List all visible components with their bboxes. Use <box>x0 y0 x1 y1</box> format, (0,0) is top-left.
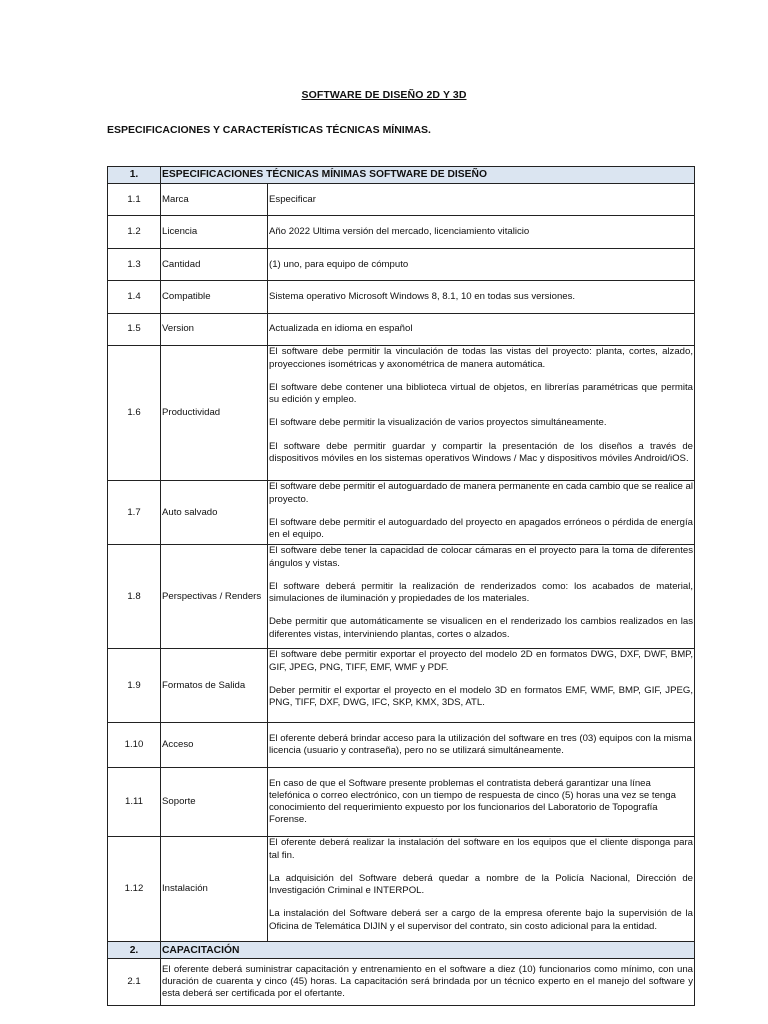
description-paragraph: En caso de que el Software presente problemas el contratista deberá garantizar una línea telefónica o correo electrónico, con un tiempo de respuesta de cinco (5) horas una vez se tenga conocimiento del requerimiento expuesto por los funcionarios del Laboratorio de Topografía Forense. <box>269 777 676 826</box>
document-subtitle: ESPECIFICACIONES Y CARACTERÍSTICAS TÉCNICAS MÍNIMAS. <box>107 124 431 136</box>
row-item: Perspectivas / Renders <box>161 545 268 649</box>
table-row <box>108 545 695 649</box>
table-row <box>108 184 695 216</box>
row-item: Formatos de Salida <box>161 649 268 723</box>
row-number: 1.8 <box>108 545 161 649</box>
section-header-row <box>108 167 695 184</box>
table-row <box>108 346 695 481</box>
row-number: 1.5 <box>108 313 161 345</box>
description-paragraph: El software debe permitir la vinculación de todas las vistas del proyecto: planta, cortes, alzado, proyecciones isométricas y axonométrica de manera automática. <box>269 346 694 370</box>
row-item: Acceso <box>161 723 268 768</box>
description-paragraph: Año 2022 Ultima versión del mercado, licenciamiento vitalicio <box>269 226 530 238</box>
table-row <box>108 837 695 942</box>
description-paragraph: El oferente deberá realizar la instalación del software en los equipos que el cliente disponga para tal fin. <box>269 837 694 861</box>
description-paragraph: (1) uno, para equipo de cómputo <box>269 258 409 270</box>
section-number: 1. <box>108 167 161 184</box>
row-description <box>268 216 695 248</box>
description-paragraph: Especificar <box>269 193 316 205</box>
row-number: 1.3 <box>108 248 161 280</box>
table-row <box>108 216 695 248</box>
table-row <box>108 723 695 768</box>
row-item: Version <box>161 313 268 345</box>
row-item: Licencia <box>161 216 268 248</box>
description-paragraph: El software debe permitir el autoguardado de manera permanente en cada cambio que se realice al proyecto. <box>269 481 694 505</box>
row-item: Soporte <box>161 767 268 836</box>
row-number: 2.1 <box>108 959 161 1006</box>
document-title: SOFTWARE DE DISEÑO 2D Y 3D <box>301 89 467 101</box>
description-paragraph: La instalación del Software deberá ser a cargo de la empresa oferente bajo la supervisión de la Oficina de Telemática DIJIN y el supervisor del contrato, sin costo adicional para la entidad. <box>269 908 694 932</box>
row-description <box>268 281 695 313</box>
row-item: Productividad <box>161 346 268 481</box>
table-row <box>108 959 695 1006</box>
row-item: Compatible <box>161 281 268 313</box>
row-number: 1.9 <box>108 649 161 723</box>
row-item: Auto salvado <box>161 481 268 545</box>
row-description <box>268 837 695 942</box>
description-paragraph: El software debe permitir el autoguardado del proyecto en apagados erróneos o pérdida de energía en el equipo. <box>269 516 694 541</box>
row-description <box>268 313 695 345</box>
row-description <box>268 545 695 649</box>
row-number: 1.7 <box>108 481 161 545</box>
row-item: Instalación <box>161 837 268 942</box>
section-header-row <box>108 942 695 959</box>
table-row <box>108 281 695 313</box>
description-paragraph: La adquisición del Software deberá quedar a nombre de la Policía Nacional, Dirección de Investigación Criminal e INTERPOL. <box>269 872 694 897</box>
row-item: Cantidad <box>161 248 268 280</box>
table-row <box>108 248 695 280</box>
section-title: CAPACITACIÓN <box>161 942 695 959</box>
table-row <box>108 481 695 545</box>
description-paragraph: El software deberá permitir la realización de renderizados como: los acabados de material, simulaciones de iluminación y propiedades de los materiales. <box>269 580 694 605</box>
description-paragraph: Deber permitir el exportar el proyecto en el modelo 3D en formatos EMF, WMF, BMP, GIF, JPEG, PNG, TIFF, DXF, DWG, IFC, SKP, KMX, 3DS, ATL. <box>269 684 694 709</box>
description-paragraph: El software debe contener una biblioteca virtual de objetos, en librerías paramétricas que permita su edición y empleo. <box>269 381 694 406</box>
table-row <box>108 313 695 345</box>
row-number: 1.11 <box>108 767 161 836</box>
description-paragraph: Debe permitir que automáticamente se visualicen en el renderizado los cambios realizados en las diferentes vistas, interviniendo plantas, cortes o alzados. <box>269 616 694 640</box>
section-number: 2. <box>108 942 161 959</box>
description-paragraph: El software debe permitir la visualización de varios proyectos simultáneamente. <box>269 417 607 429</box>
table-row <box>108 649 695 723</box>
description-paragraph: El software debe permitir exportar el proyecto del modelo 2D en formatos DWG, DXF, DWF, BMP, GIF, JPEG, PNG, TIFF, EMF, WMF y PDF. <box>269 649 694 673</box>
row-number: 1.10 <box>108 723 161 768</box>
row-description <box>268 481 695 545</box>
row-description: El oferente deberá suministrar capacitación y entrenamiento en el software a diez (10) funcionarios como mínimo, con una duración de cuarenta y cinco (45) horas. La capacitación será brindada por un técnico experto en el manejo del software y esta deberá ser certificada por el ofertante. <box>161 959 695 1006</box>
row-number: 1.12 <box>108 837 161 942</box>
section-title: ESPECIFICACIONES TÉCNICAS MÍNIMAS SOFTWARE DE DISEÑO <box>161 167 695 184</box>
specifications-table <box>107 166 695 1006</box>
row-description <box>268 248 695 280</box>
row-number: 1.1 <box>108 184 161 216</box>
row-item: Marca <box>161 184 268 216</box>
description-paragraph: Sistema operativo Microsoft Windows 8, 8.1, 10 en todas sus versiones. <box>269 290 576 302</box>
row-description <box>268 767 695 836</box>
row-number: 1.6 <box>108 346 161 481</box>
row-number: 1.4 <box>108 281 161 313</box>
row-description <box>268 346 695 481</box>
description-paragraph: El software debe permitir guardar y compartir la presentación de los diseños a través de dispositivos móviles en los sistemas operativos Windows / Mac y dispositivos móviles Android/iOS. <box>269 440 694 464</box>
row-description <box>268 649 695 723</box>
row-number: 1.2 <box>108 216 161 248</box>
description-paragraph: El software debe tener la capacidad de colocar cámaras en el proyecto para la toma de diferentes ángulos y vistas. <box>269 545 694 569</box>
description-paragraph: El oferente deberá brindar acceso para la utilización del software en tres (03) equipos con la misma licencia (usuario y contraseña), pero no se utilizará simultáneamente. <box>269 732 692 757</box>
row-description <box>268 184 695 216</box>
row-description <box>268 723 695 768</box>
description-paragraph: Actualizada en idioma en español <box>269 323 413 335</box>
table-row <box>108 767 695 836</box>
